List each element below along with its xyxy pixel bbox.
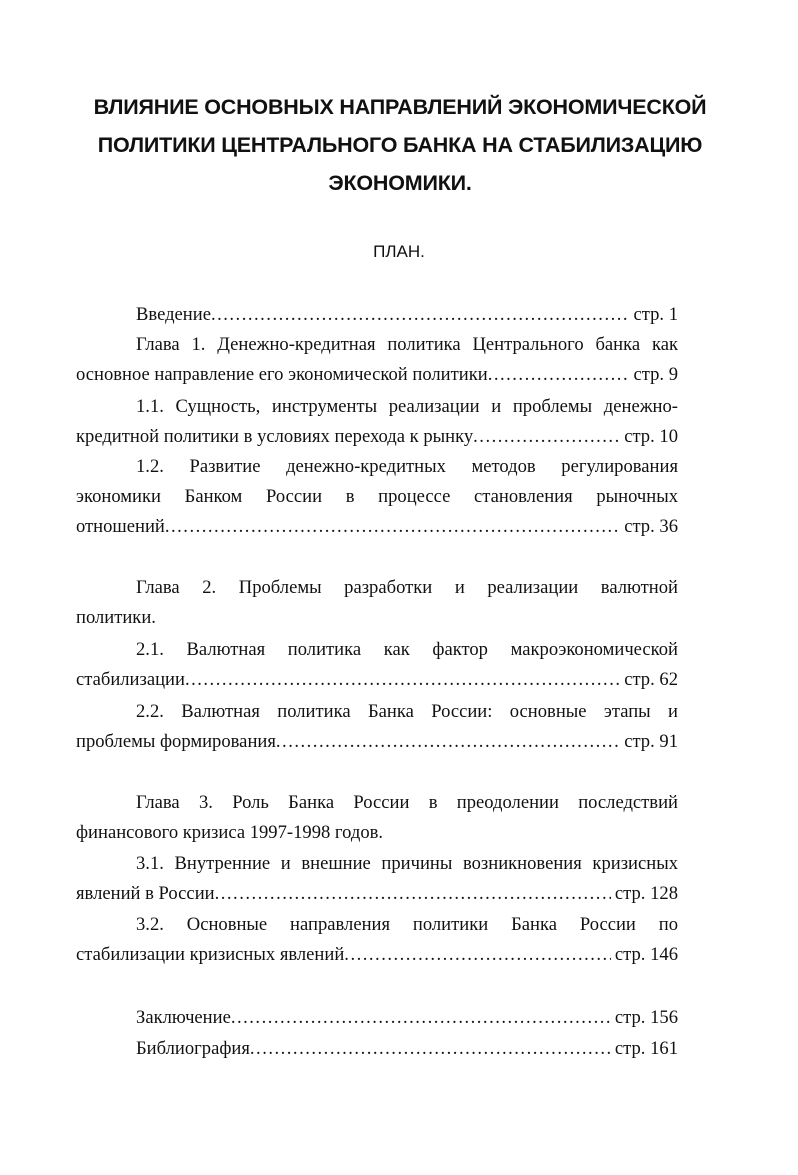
toc-page-number: стр. 10 (624, 426, 678, 447)
dot-leader (211, 300, 630, 330)
toc-entry-text: стабилизации (76, 669, 185, 690)
toc-entry-text: Заключение (136, 1007, 231, 1028)
toc-entry-text: явлений в России (76, 883, 215, 904)
toc-entry-conclusion (76, 1003, 678, 1033)
toc-chapter-2-line-1: Глава 2. Проблемы разработки и реализации валютной (136, 577, 678, 598)
dot-leader (250, 1034, 611, 1064)
title-line-3: ЭКОНОМИКИ. (328, 171, 472, 195)
document-title (60, 88, 740, 202)
toc-entry-text: Введение (136, 304, 211, 325)
toc-section-3-2-line-1: 3.2. Основные направления политики Банка России по (136, 914, 678, 935)
toc-section-2-2-line-1: 2.2. Валютная политика Банка России: основные этапы и (136, 701, 678, 722)
dot-leader (276, 727, 620, 757)
toc-chapter-3-line-2: финансового кризиса 1997-1998 годов. (76, 822, 384, 843)
toc-entry-text: кредитной политики в условиях перехода к рынку (76, 426, 474, 447)
toc-page-number: стр. 9 (633, 364, 678, 385)
toc-page-number: стр. 62 (624, 669, 678, 690)
toc-chapter-3-line-1: Глава 3. Роль Банка России в преодолении последствий (136, 792, 678, 813)
dot-leader (473, 422, 620, 452)
toc-entry-intro (76, 300, 678, 330)
toc-section-3-2-line-2 (76, 940, 678, 970)
title-line-1: ВЛИЯНИЕ ОСНОВНЫХ НАПРАВЛЕНИЙ ЭКОНОМИЧЕСКОЙ (93, 95, 707, 119)
toc-entry-bibliography (76, 1034, 678, 1064)
toc-page-number: стр. 128 (614, 883, 678, 904)
toc-section-1-1-line-2 (76, 422, 678, 452)
plan-heading: ПЛАН. (373, 242, 425, 261)
toc-chapter-1-line-2 (76, 360, 678, 390)
toc-page-number: стр. 36 (624, 516, 678, 537)
toc-page-number: стр. 91 (624, 731, 678, 752)
toc-page-number: стр. 1 (633, 304, 678, 325)
toc-chapter-2-line-2: политики. (76, 607, 156, 628)
dot-leader (488, 360, 630, 390)
toc-section-2-1-line-2 (76, 665, 678, 695)
toc-section-3-1-line-1: 3.1. Внутренние и внешние причины возникновения кризисных (136, 853, 678, 874)
toc-entry-text: стабилизации кризисных явлений (76, 944, 345, 965)
toc-section-2-1-line-1: 2.1. Валютная политика как фактор макроэкономической (136, 639, 678, 660)
toc-entry-text: основное направление его экономической политики (76, 364, 488, 385)
dot-leader (215, 879, 611, 909)
toc-page-number: стр. 146 (614, 944, 678, 965)
toc-section-1-2-line-1: 1.2. Развитие денежно-кредитных методов регулирования (136, 456, 678, 477)
title-line-2: ПОЛИТИКИ ЦЕНТРАЛЬНОГО БАНКА НА СТАБИЛИЗАЦИЮ (97, 133, 703, 157)
toc-section-3-1-line-2 (76, 879, 678, 909)
toc-section-1-1-line-1: 1.1. Сущность, инструменты реализации и проблемы денежно- (136, 396, 678, 417)
toc-section-1-2-line-2: экономики Банком России в процессе становления рыночных (76, 486, 678, 507)
dot-leader (344, 940, 611, 970)
toc-page-number: стр. 156 (614, 1007, 678, 1028)
toc-entry-text: проблемы формирования (76, 731, 276, 752)
toc-section-1-2-line-3 (76, 512, 678, 542)
toc-entry-text: Библиография (136, 1038, 250, 1059)
toc-page-number: стр. 161 (614, 1038, 678, 1059)
dot-leader (185, 665, 620, 695)
dot-leader (165, 512, 620, 542)
toc-chapter-1-line-1: Глава 1. Денежно-кредитная политика Центрального банка как (136, 334, 678, 355)
toc-section-2-2-line-2 (76, 727, 678, 757)
dot-leader (231, 1003, 611, 1033)
toc-entry-text: отношений (76, 516, 165, 537)
